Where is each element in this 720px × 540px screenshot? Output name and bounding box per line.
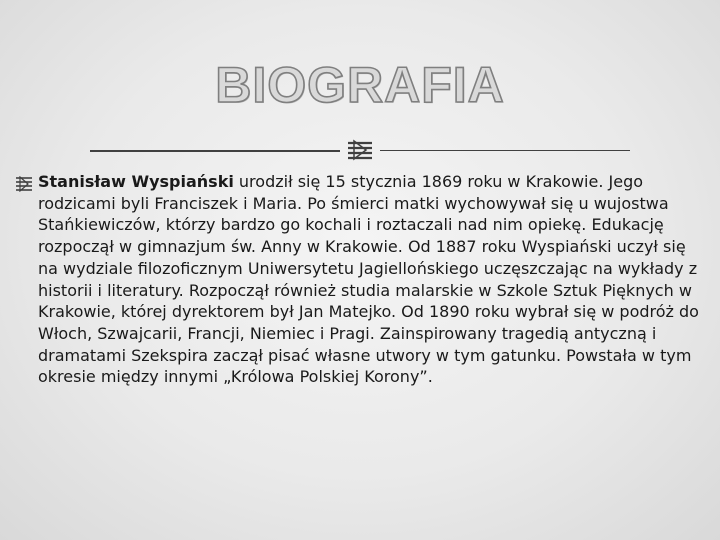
divider-line-right: [380, 150, 630, 151]
title-divider: [90, 139, 630, 161]
align-justify-icon: [15, 176, 33, 192]
divider-line-left: [90, 150, 340, 152]
slide-title: BIOGRAFIA: [215, 57, 505, 113]
biography-text: urodził się 15 stycznia 1869 roku w Krakowie. Jego rodzicami byli Franciszek i Maria. Po śmierci matki wychowywał się u wujostwa Stańkiewiczów, którzy bardzo go kochali i roztaczali nad nim opiekę. Edukację rozpoczął w gimnazjum św. Anny w Krakowie. Od 1887 roku Wyspiański uczył się na wydziale filozoficznym Uniwersytetu Jagiellońskiego uczęszczając na wykłady z historii i literatury. Rozpoczął również studia malarskie w Szkole Sztuk Pięknych w Krakowie, której dyrektorem był Jan Matejko. Od 1890 roku wybrał się w podróż do Włoch, Szwajcarii, Francji, Niemiec i Pragi. Zainspirowany tragedią antyczną i dramatami Szekspira zaczął pisać własne utwory w tym gatunku. Powstała w tym okresie między innymi „Królowa Polskiej Korony”.: [38, 172, 699, 387]
align-justify-icon: [345, 139, 375, 161]
biography-paragraph: [38, 171, 703, 388]
person-name: Stanisław Wyspiański: [38, 172, 234, 191]
